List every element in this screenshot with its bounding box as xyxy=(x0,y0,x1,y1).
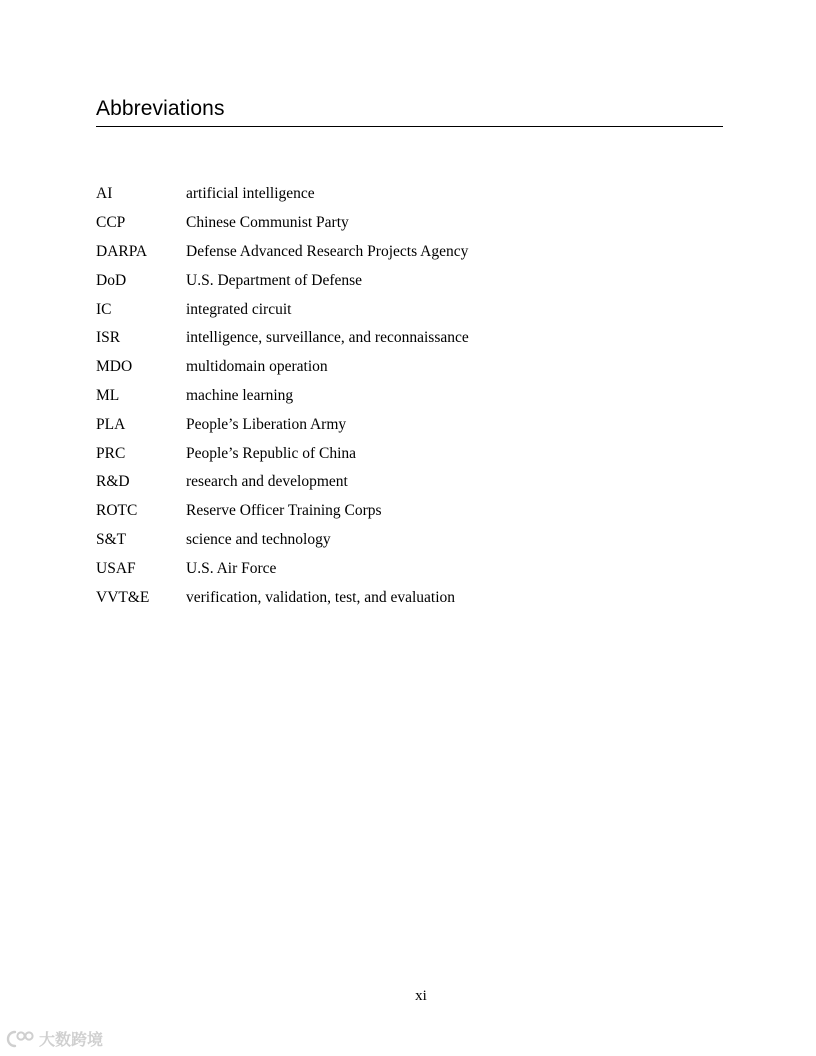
abbreviation-row xyxy=(96,468,469,497)
abbreviation-definition: integrated circuit xyxy=(186,300,292,318)
abbreviation-definition: U.S. Department of Defense xyxy=(186,271,363,289)
watermark xyxy=(6,1027,103,1050)
abbreviation-row xyxy=(96,497,469,526)
abbreviation-row xyxy=(96,382,469,411)
abbreviation-row xyxy=(96,526,469,555)
abbreviation-definition: Chinese Communist Party xyxy=(186,214,349,232)
page-title-block xyxy=(96,95,723,127)
abbreviation-definition: intelligence, surveillance, and reconnaissance xyxy=(186,329,469,347)
abbreviation-term: R&D xyxy=(96,473,130,491)
abbreviation-term: AI xyxy=(96,185,113,203)
abbreviations-list xyxy=(96,180,469,612)
page-title: Abbreviations xyxy=(96,97,225,120)
page-number: xi xyxy=(415,988,427,1004)
abbreviation-term: USAF xyxy=(96,559,136,577)
abbreviation-term: DoD xyxy=(96,271,127,289)
abbreviation-term: ISR xyxy=(96,329,121,347)
abbreviation-definition: People’s Republic of China xyxy=(186,444,357,462)
abbreviation-definition: Defense Advanced Research Projects Agency xyxy=(186,242,469,260)
abbreviation-definition: Reserve Officer Training Corps xyxy=(186,502,382,520)
abbreviation-definition: artificial intelligence xyxy=(186,185,315,203)
abbreviation-row xyxy=(96,554,469,583)
abbreviation-definition: verification, validation, test, and evaluation xyxy=(186,588,456,606)
abbreviation-definition: U.S. Air Force xyxy=(186,559,277,577)
abbreviation-row xyxy=(96,353,469,382)
abbreviation-term: S&T xyxy=(96,530,127,548)
abbreviation-row xyxy=(96,180,469,209)
abbreviation-row xyxy=(96,583,469,612)
abbreviation-row xyxy=(96,410,469,439)
abbreviation-definition: research and development xyxy=(186,473,348,491)
abbreviation-definition: science and technology xyxy=(186,530,331,548)
abbreviation-row xyxy=(96,295,469,324)
abbreviation-term: ROTC xyxy=(96,502,138,520)
watermark-logo-icon xyxy=(6,1028,36,1050)
abbreviation-row xyxy=(96,209,469,238)
abbreviation-row xyxy=(96,439,469,468)
abbreviation-term: PLA xyxy=(96,415,126,433)
abbreviation-term: CCP xyxy=(96,214,126,232)
abbreviations-table xyxy=(96,180,469,612)
abbreviation-term: ML xyxy=(96,386,120,404)
abbreviation-term: IC xyxy=(96,300,112,318)
abbreviation-definition: multidomain operation xyxy=(186,358,328,376)
abbreviation-definition: People’s Liberation Army xyxy=(186,415,347,433)
abbreviation-row xyxy=(96,324,469,353)
abbreviation-row xyxy=(96,266,469,295)
watermark-text: 大数跨境 xyxy=(39,1030,104,1049)
abbreviation-term: DARPA xyxy=(96,242,148,260)
abbreviation-term: MDO xyxy=(96,358,133,376)
abbreviation-row xyxy=(96,238,469,267)
abbreviation-definition: machine learning xyxy=(186,386,294,404)
abbreviation-term: VVT&E xyxy=(96,588,150,606)
abbreviation-term: PRC xyxy=(96,444,126,462)
